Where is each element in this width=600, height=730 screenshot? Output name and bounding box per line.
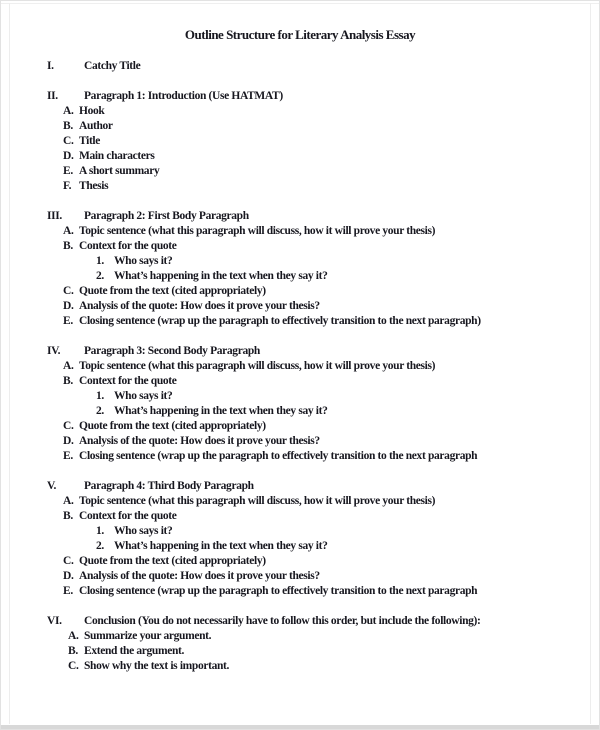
item-text: Context for the quote — [79, 240, 177, 252]
document-title: Outline Structure for Literary Analysis Essay — [184, 27, 416, 42]
outline-item-row — [1, 104, 599, 119]
outline-subitem-row — [1, 524, 599, 539]
section-numeral: VI. — [47, 615, 62, 627]
outline-item-row — [1, 509, 599, 524]
item-label: D. — [63, 150, 74, 162]
item-label: A. — [68, 630, 79, 642]
item-label: A. — [63, 360, 74, 372]
outline-section-vi — [1, 614, 599, 674]
item-label: B. — [63, 510, 73, 522]
section-heading-row — [1, 89, 599, 104]
item-label: D. — [63, 570, 74, 582]
subitem-label: 2. — [96, 540, 104, 552]
outline-item-row — [1, 449, 599, 464]
subitem-text: What’s happening in the text when they say it? — [114, 405, 328, 417]
item-text: Closing sentence (wrap up the paragraph to effectively transition to the next paragraph) — [79, 315, 481, 327]
section-heading-text: Paragraph 3: Second Body Paragraph — [84, 345, 260, 357]
outline-item-row — [1, 299, 599, 314]
item-label: E. — [63, 585, 73, 597]
outline-item-row — [1, 584, 599, 599]
item-text: Quote from the text (cited appropriately) — [79, 420, 266, 432]
outline-item-row — [1, 419, 599, 434]
page-edge-left — [9, 3, 10, 724]
section-heading-row — [1, 479, 599, 494]
subitem-label: 2. — [96, 405, 104, 417]
outline-item-row — [1, 239, 599, 254]
outline-item-row — [1, 494, 599, 509]
outline-item-row — [1, 359, 599, 374]
item-text: Hook — [79, 105, 105, 117]
item-text: Context for the quote — [79, 375, 177, 387]
outline-item-row — [1, 119, 599, 134]
subitem-text: Who says it? — [114, 525, 173, 537]
item-label: E. — [63, 450, 73, 462]
item-label: A. — [63, 225, 74, 237]
item-text: Author — [79, 120, 113, 132]
item-text: Analysis of the quote: How does it prove your thesis? — [79, 435, 320, 447]
outline-subitem-row — [1, 404, 599, 419]
section-heading-row — [1, 209, 599, 224]
subitem-text: Who says it? — [114, 390, 173, 402]
outline-subitem-row — [1, 269, 599, 284]
outline-section-iv — [1, 344, 599, 464]
item-text: Context for the quote — [79, 510, 177, 522]
item-label: B. — [63, 120, 73, 132]
item-label: B. — [63, 240, 73, 252]
outline-item-row — [1, 644, 599, 659]
subitem-label: 1. — [96, 255, 104, 267]
outline-item-row — [1, 224, 599, 239]
outline-item-row — [1, 374, 599, 389]
item-label: A. — [63, 495, 74, 507]
item-label: B. — [63, 375, 73, 387]
outline-section-v — [1, 479, 599, 599]
subitem-label: 2. — [96, 270, 104, 282]
outline-item-row — [1, 314, 599, 329]
item-label: C. — [63, 420, 74, 432]
item-text: Extend the argument. — [84, 645, 185, 657]
section-heading-row — [1, 344, 599, 359]
section-heading-row — [1, 59, 599, 74]
item-text: Topic sentence (what this paragraph will discuss, how it will prove your thesis) — [79, 360, 436, 372]
item-text: Topic sentence (what this paragraph will discuss, how it will prove your thesis) — [79, 225, 436, 237]
section-heading-text: Paragraph 1: Introduction (Use HATMAT) — [84, 90, 283, 102]
outline-item-row — [1, 164, 599, 179]
page-bottom-edge — [1, 725, 599, 729]
outline-section-iii — [1, 209, 599, 329]
item-label: F. — [63, 180, 72, 192]
outline-subitem-row — [1, 254, 599, 269]
section-heading-text: Paragraph 4: Third Body Paragraph — [84, 480, 254, 492]
item-text: Topic sentence (what this paragraph will discuss, how it will prove your thesis) — [79, 495, 436, 507]
item-label: C. — [63, 135, 74, 147]
outline-section-i — [1, 59, 599, 74]
item-label: A. — [63, 105, 74, 117]
outline-subitem-row — [1, 539, 599, 554]
subitem-text: What’s happening in the text when they say it? — [114, 270, 328, 282]
outline-item-row — [1, 569, 599, 584]
item-text: Title — [79, 135, 101, 147]
outline-subitem-row — [1, 389, 599, 404]
section-numeral: IV. — [47, 345, 61, 357]
item-label: C. — [63, 285, 74, 297]
outline-item-row — [1, 134, 599, 149]
outline-item-row — [1, 434, 599, 449]
item-label: D. — [63, 435, 74, 447]
item-label: E. — [63, 165, 73, 177]
item-text: Analysis of the quote: How does it prove your thesis? — [79, 570, 320, 582]
outline-item-row — [1, 629, 599, 644]
outline-item-row — [1, 179, 599, 194]
item-text: Quote from the text (cited appropriately) — [79, 285, 266, 297]
outline-item-row — [1, 659, 599, 674]
section-heading-text: Catchy Title — [84, 60, 141, 72]
item-text: A short summary — [79, 165, 160, 177]
subitem-text: Who says it? — [114, 255, 173, 267]
section-numeral: III. — [47, 210, 62, 222]
item-label: E. — [63, 315, 73, 327]
section-numeral: V. — [47, 480, 56, 492]
item-label: D. — [63, 300, 74, 312]
outline-item-row — [1, 554, 599, 569]
subitem-label: 1. — [96, 390, 104, 402]
item-text: Thesis — [79, 180, 109, 192]
item-text: Summarize your argument. — [84, 630, 212, 642]
item-label: C. — [68, 660, 79, 672]
item-label: C. — [63, 555, 74, 567]
subitem-label: 1. — [96, 525, 104, 537]
item-text: Closing sentence (wrap up the paragraph to effectively transition to the next paragraph — [79, 585, 478, 597]
item-text: Quote from the text (cited appropriately) — [79, 555, 266, 567]
item-text: Main characters — [79, 150, 155, 162]
page-edge-right — [590, 3, 591, 724]
item-label: B. — [68, 645, 78, 657]
item-text: Analysis of the quote: How does it prove your thesis? — [79, 300, 320, 312]
section-heading-row — [1, 614, 599, 629]
subitem-text: What’s happening in the text when they say it? — [114, 540, 328, 552]
section-heading-text: Conclusion (You do not necessarily have to follow this order, but include the following): — [84, 615, 481, 627]
outline-item-row — [1, 149, 599, 164]
section-heading-text: Paragraph 2: First Body Paragraph — [84, 210, 249, 222]
item-text: Show why the text is important. — [84, 660, 230, 672]
outline-section-ii — [1, 89, 599, 194]
item-text: Closing sentence (wrap up the paragraph to effectively transition to the next paragraph — [79, 450, 478, 462]
section-numeral: II. — [47, 90, 58, 102]
section-numeral: I. — [47, 60, 54, 72]
outline-item-row — [1, 284, 599, 299]
page-edge-top — [1, 3, 599, 4]
